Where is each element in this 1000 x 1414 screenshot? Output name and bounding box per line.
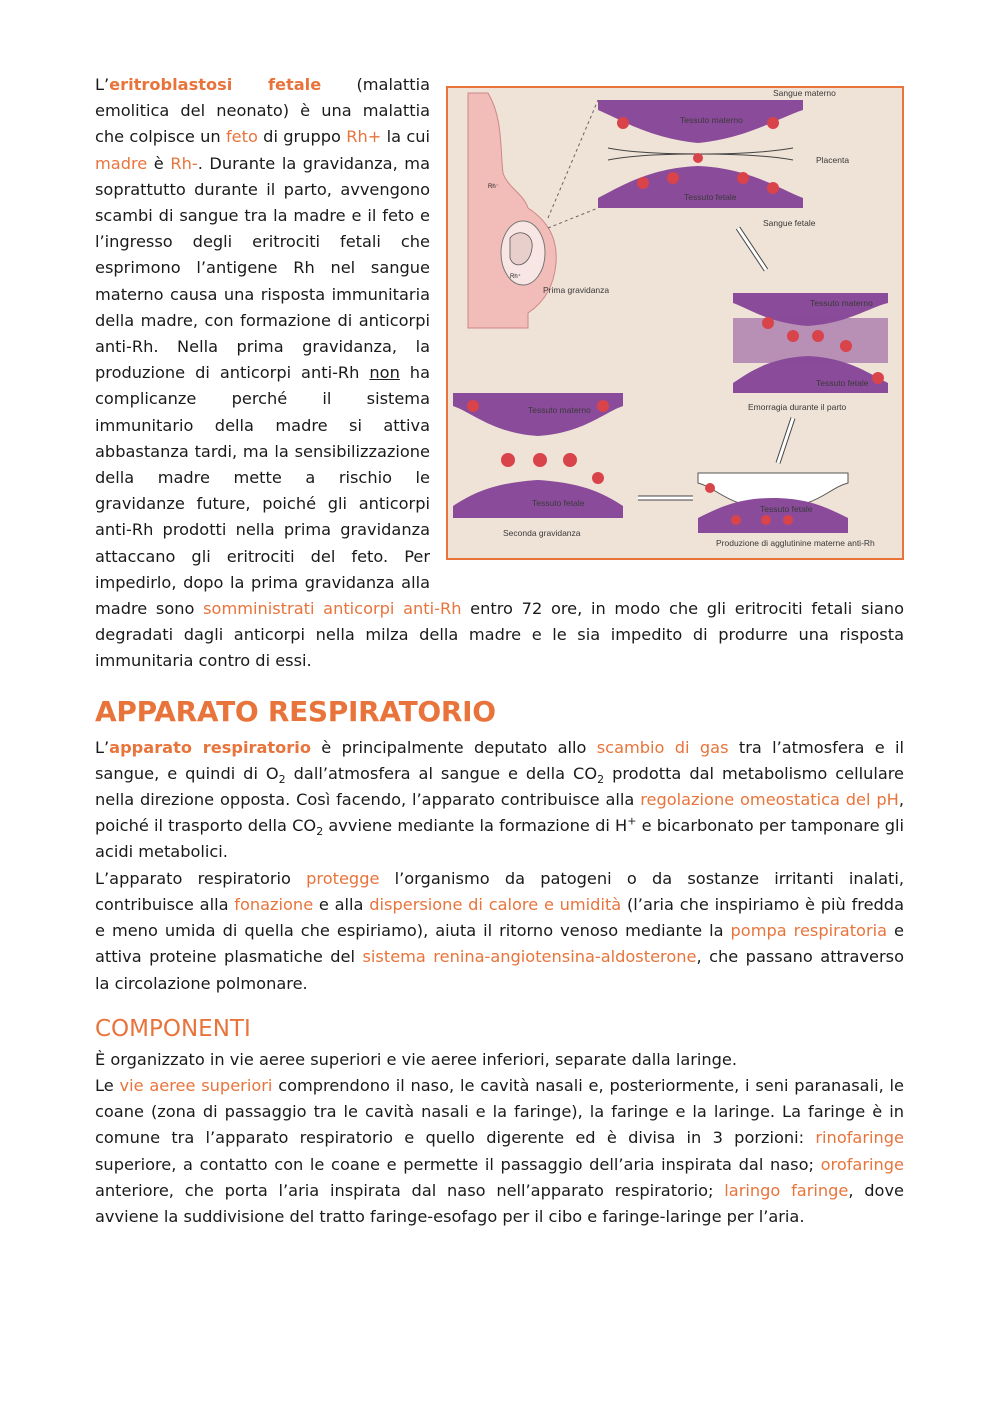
placenta-panel-3 xyxy=(698,473,848,533)
rh-disease-figure xyxy=(446,86,904,560)
term-apparato: apparato respiratorio xyxy=(109,737,311,757)
tessuto-materno-label-1: Tessuto materno xyxy=(680,115,743,125)
prima-gravidanza-label: Prima gravidanza xyxy=(543,285,610,295)
term-sistema: sistema renina-angiotensina-aldosterone xyxy=(362,947,697,967)
tessuto-fetale-label-2: Tessuto fetale xyxy=(816,378,869,388)
componenti-paragraph-2: Le vie aeree superiori comprendono il naso, le cavità nasali e, posteriormente, i seni paranasali, le coane (zona di passaggio tra le cavità nasali e la faringe), la faringe e la laringe. La faringe è in comune tra l’apparato respiratorio e quello digerente ed è divisa in 3 porzioni: rinofaringe superiore, a contatto con le coane e permette il passaggio dell’aria inspirata dal naso; orofaringe anteriore, che porta l’aria inspirata dal naso nell’apparato respiratorio; laringo faringe, dove avviene la suddivisione del tratto faringe-esofago per il cibo e faringe-laringe per l’aria. xyxy=(95,1075,904,1226)
placenta-label: Placenta xyxy=(816,155,850,165)
term-rh-pos: Rh+ xyxy=(346,127,382,147)
placenta-panel-4 xyxy=(453,393,623,518)
fetus-rh-label: Rh⁺ xyxy=(510,274,521,280)
term-laringofaringe: laringo faringe xyxy=(724,1180,849,1200)
placenta-panel-1 xyxy=(598,100,803,208)
section-title-apparato: APPARATO RESPIRATORIO xyxy=(95,694,496,728)
term-pompa: pompa respiratoria xyxy=(730,921,888,941)
apparato-paragraph-2: L’apparato respiratorio protegge l’organismo da patogeni o da sostanze irritanti inalati, contribuisce alla fonazione e alla dispersione di calore e umidità (l’aria che inspiriamo è più fredda e meno umida di quella che espiriamo), aiuta il ritorno venoso mediante la pompa respiratoria e attiva proteine plasmatiche del sistema renina-angiotensina-aldosterone, che passano attraverso la circolazione polmonare. xyxy=(95,868,905,993)
term-protegge: protegge xyxy=(306,868,380,888)
emorragia-label: Emorragia durante il parto xyxy=(748,402,847,412)
mother-rh-label: Rh⁻ xyxy=(488,184,499,190)
term-regolazione: regolazione omeostatica del pH xyxy=(640,790,899,810)
sangue-fetale-label: Sangue fetale xyxy=(763,218,816,228)
term-madre: madre xyxy=(95,153,148,173)
document-page xyxy=(95,72,904,1230)
tessuto-fetale-label-1: Tessuto fetale xyxy=(684,192,737,202)
term-rh-neg: Rh- xyxy=(170,153,198,173)
seconda-gravidanza-label: Seconda gravidanza xyxy=(503,528,581,538)
term-eritroblastosi: eritroblastosi fetale xyxy=(109,75,322,94)
tessuto-fetale-label-3: Tessuto fetale xyxy=(760,504,813,514)
intro-paragraph: L’eritroblastosi fetale (malattia emolitica del neonato) è una malattia che colpisce un feto di gruppo Rh+ la cui madre è Rh-. Durante la gravidanza, ma soprattutto durante il parto, avvengono scambi di sangue tra la madre e il feto e l’ingresso degli eritrociti fetali che esprimono l’antigene Rh nel sangue materno causa una risposta immunitaria della madre, con formazione di anticorpi anti-Rh. Nella prima gravidanza, la produzione di anticorpi anti-Rh non ha complicanze perché il sistema immunitario della madre si attiva abbastanza tardi, ma la sensibilizzazione della madre mette a rischio le gravidanze future, poiché gli anticorpi anti-Rh prodotti nella prima gravidanza attaccano gli eritrociti del feto. Per impedirlo, dopo la prima gravidanza alla madre sono somministrati anticorpi anti-Rh entro 72 ore, in modo che gli eritrociti fetali siano degradati dagli anticorpi nella milza della madre e le sia impedito di produrre una risposta immunitaria contro di essi. xyxy=(95,75,904,671)
componenti-paragraph-1: È organizzato in vie aeree superiori e vie aeree inferiori, separate dalla laringe. xyxy=(95,1049,738,1069)
sangue-materno-label: Sangue materno xyxy=(773,88,836,98)
figure-illustration xyxy=(448,88,902,558)
produzione-label: Produzione di agglutinine materne anti-Rh xyxy=(716,538,875,548)
term-scambio: scambio di gas xyxy=(596,737,729,757)
term-vie-aeree: vie aeree superiori xyxy=(119,1075,273,1095)
term-rinofaringe: rinofaringe xyxy=(815,1128,904,1148)
underlined-non: non xyxy=(369,363,400,383)
section-title-componenti: COMPONENTI xyxy=(95,1015,251,1042)
term-fonazione: fonazione xyxy=(234,894,314,914)
tessuto-materno-label-4: Tessuto materno xyxy=(528,405,591,415)
apparato-paragraph-1: L’apparato respiratorio è principalmente deputato allo scambio di gas tra l’atmosfera e il sangue, e quindi di $O_2$ dall’atmosfera al sangue e della $CO_2$ prodotta dal metabolismo cellulare nella direzione opposta. Così facendo, l’apparato contribuisce alla regolazione omeostatica del pH, poiché il trasporto della $CO_2$ avviene mediante la formazione di H+ e bicarbonato per tamponare gli acidi metabolici. xyxy=(95,737,905,862)
tessuto-materno-label-2: Tessuto materno xyxy=(810,298,873,308)
term-dispersione: dispersione di calore e umidità xyxy=(369,894,622,914)
tessuto-fetale-label-4: Tessuto fetale xyxy=(532,498,585,508)
term-orofaringe: orofaringe xyxy=(820,1154,904,1174)
term-feto: feto xyxy=(225,127,258,147)
placenta-panel-2 xyxy=(733,293,888,393)
term-somministrati: somministrati anticorpi anti-Rh xyxy=(203,599,462,619)
